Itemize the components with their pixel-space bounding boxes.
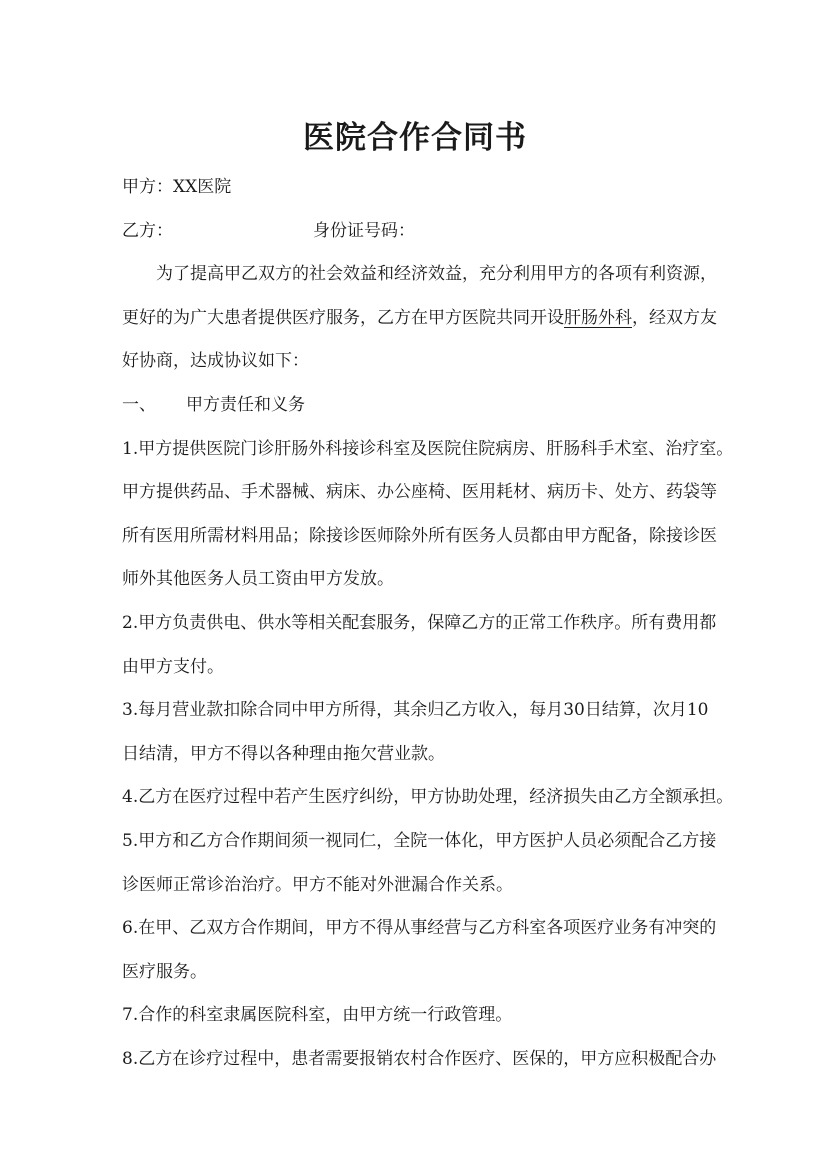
document-title: 医院合作合同书 — [303, 120, 527, 156]
intro-line — [122, 297, 717, 341]
clause-line: 诊医师正常诊治治疗。甲方不能对外泄漏合作关系。 — [122, 874, 513, 895]
clause-line: 师外其他医务人员工资由甲方发放。 — [122, 569, 394, 590]
department-name: 肝肠外科 — [564, 307, 632, 328]
clause-2 — [122, 602, 717, 689]
clause-line: 医疗服务。 — [122, 961, 207, 982]
clause-line: 2.甲方负责供电、供水等相关配套服务，保障乙方的正常工作秩序。所有费用都 — [122, 612, 717, 633]
clause-8 — [122, 1038, 717, 1082]
clause-line: 由甲方支付。 — [122, 656, 224, 677]
section-title: 甲方责任和义务 — [186, 394, 305, 415]
intro-text: ，经双方友 — [632, 307, 717, 328]
clause-6 — [122, 907, 717, 994]
party-a-line — [122, 166, 702, 210]
clause-line: 5.甲方和乙方合作期间须一视同仁，全院一体化，甲方医护人员必须配合乙方接 — [122, 830, 717, 851]
clause-4 — [122, 776, 734, 820]
clause-line: 8.乙方在诊疗过程中，患者需要报销农村合作医疗、医保的，甲方应积极配合办 — [122, 1048, 717, 1069]
clause-line: 日结清，甲方不得以各种理由拖欠营业款。 — [122, 743, 445, 764]
intro-line: 好协商，达成协议如下： — [122, 351, 309, 372]
intro-text: 更好的为广大患者提供医疗服务，乙方在甲方医院共同开设 — [122, 307, 564, 328]
clause-list — [122, 428, 734, 1082]
clause-line: 7.合作的科室隶属医院科室，由甲方统一行政管理。 — [122, 1005, 513, 1026]
section-heading — [122, 384, 702, 428]
clause-3 — [122, 689, 709, 776]
clause-line: 甲方提供药品、手术器械、病床、办公座椅、医用耗材、病历卡、处方、药袋等 — [122, 482, 717, 503]
clause-line: 1.甲方提供医院门诊肝肠外科接诊科室及医院住院病房、肝肠科手术室、治疗室。 — [122, 438, 734, 459]
id-number-label: 身份证号码： — [313, 220, 415, 241]
intro-line: 为了提高甲乙双方的社会效益和经济效益，充分利用甲方的各项有利资源， — [156, 264, 717, 285]
document-body — [122, 166, 734, 1081]
clause-1 — [122, 428, 734, 602]
clause-5 — [122, 820, 717, 907]
clause-line: 3.每月营业款扣除合同中甲方所得，其余归乙方收入，每月30日结算，次月10 — [122, 700, 709, 721]
party-a-value: XX医院 — [173, 177, 232, 197]
party-a-label: 甲方： — [122, 177, 173, 197]
section-number: 一、 — [122, 394, 156, 415]
party-b-line — [122, 210, 702, 254]
party-b-label: 乙方： — [122, 220, 173, 241]
clause-line: 4.乙方在医疗过程中若产生医疗纠纷，甲方协助处理，经济损失由乙方全额承担。 — [122, 787, 734, 808]
clause-7 — [122, 994, 702, 1038]
clause-line: 所有医用所需材料用品；除接诊医师除外所有医务人员都由甲方配备，除接诊医 — [122, 525, 717, 546]
clause-line: 6.在甲、乙双方合作期间，甲方不得从事经营与乙方科室各项医疗业务有冲突的 — [122, 918, 717, 939]
